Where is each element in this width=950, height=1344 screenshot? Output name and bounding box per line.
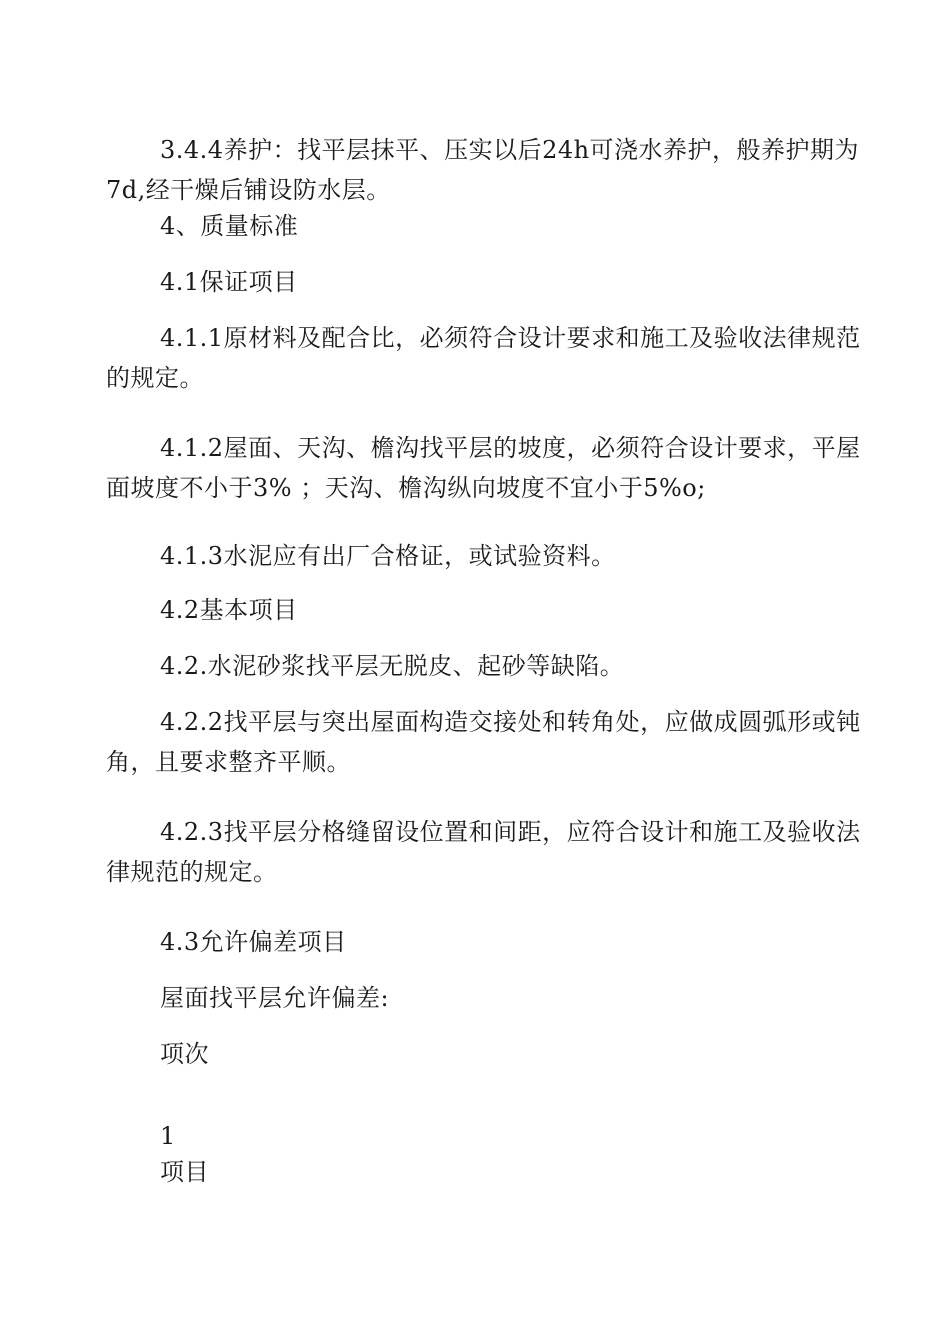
- heading-allowable-deviation: 4.3允许偏差项目: [160, 928, 347, 956]
- paragraph-cement: 4.1.3水泥应有出厂合格证，或试验资料。: [160, 542, 616, 570]
- heading-guarantee-items: 4.1保证项目: [160, 268, 298, 296]
- paragraph-curing: 3.4.4养护：找平层抹平、压实以后24h可浇水养护，般养护期为7d,经干燥后铺设防水层。: [106, 136, 860, 204]
- paragraph-mortar: 4.2.水泥砂浆找平层无脱皮、起砂等缺陷。: [160, 652, 625, 680]
- paragraph-joints: 4.2.3找平层分格缝留设位置和间距，应符合设计和施工及验收法律规范的规定。: [106, 818, 861, 886]
- paragraph-junction: 4.2.2找平层与突出屋面构造交接处和转角处，应做成圆弧形或钝角，且要求整齐平顺。: [106, 708, 861, 776]
- table-header-index: 项次: [160, 1040, 209, 1068]
- paragraph-materials: 4.1.1原材料及配合比，必须符合设计要求和施工及验收法律规范的规定。: [106, 324, 861, 392]
- heading-quality-standard: 4、质量标准: [160, 212, 299, 240]
- heading-basic-items: 4.2基本项目: [160, 596, 298, 624]
- table-header-item: 项目: [160, 1158, 209, 1186]
- table-caption: 屋面找平层允许偏差:: [160, 984, 390, 1012]
- paragraph-slope: 4.1.2屋面、天沟、檐沟找平层的坡度，必须符合设计要求，平屋面坡度不小于3% ；天沟、檐沟纵向坡度不宜小于5%o;: [106, 434, 861, 502]
- table-cell-index-1: 1: [160, 1122, 176, 1150]
